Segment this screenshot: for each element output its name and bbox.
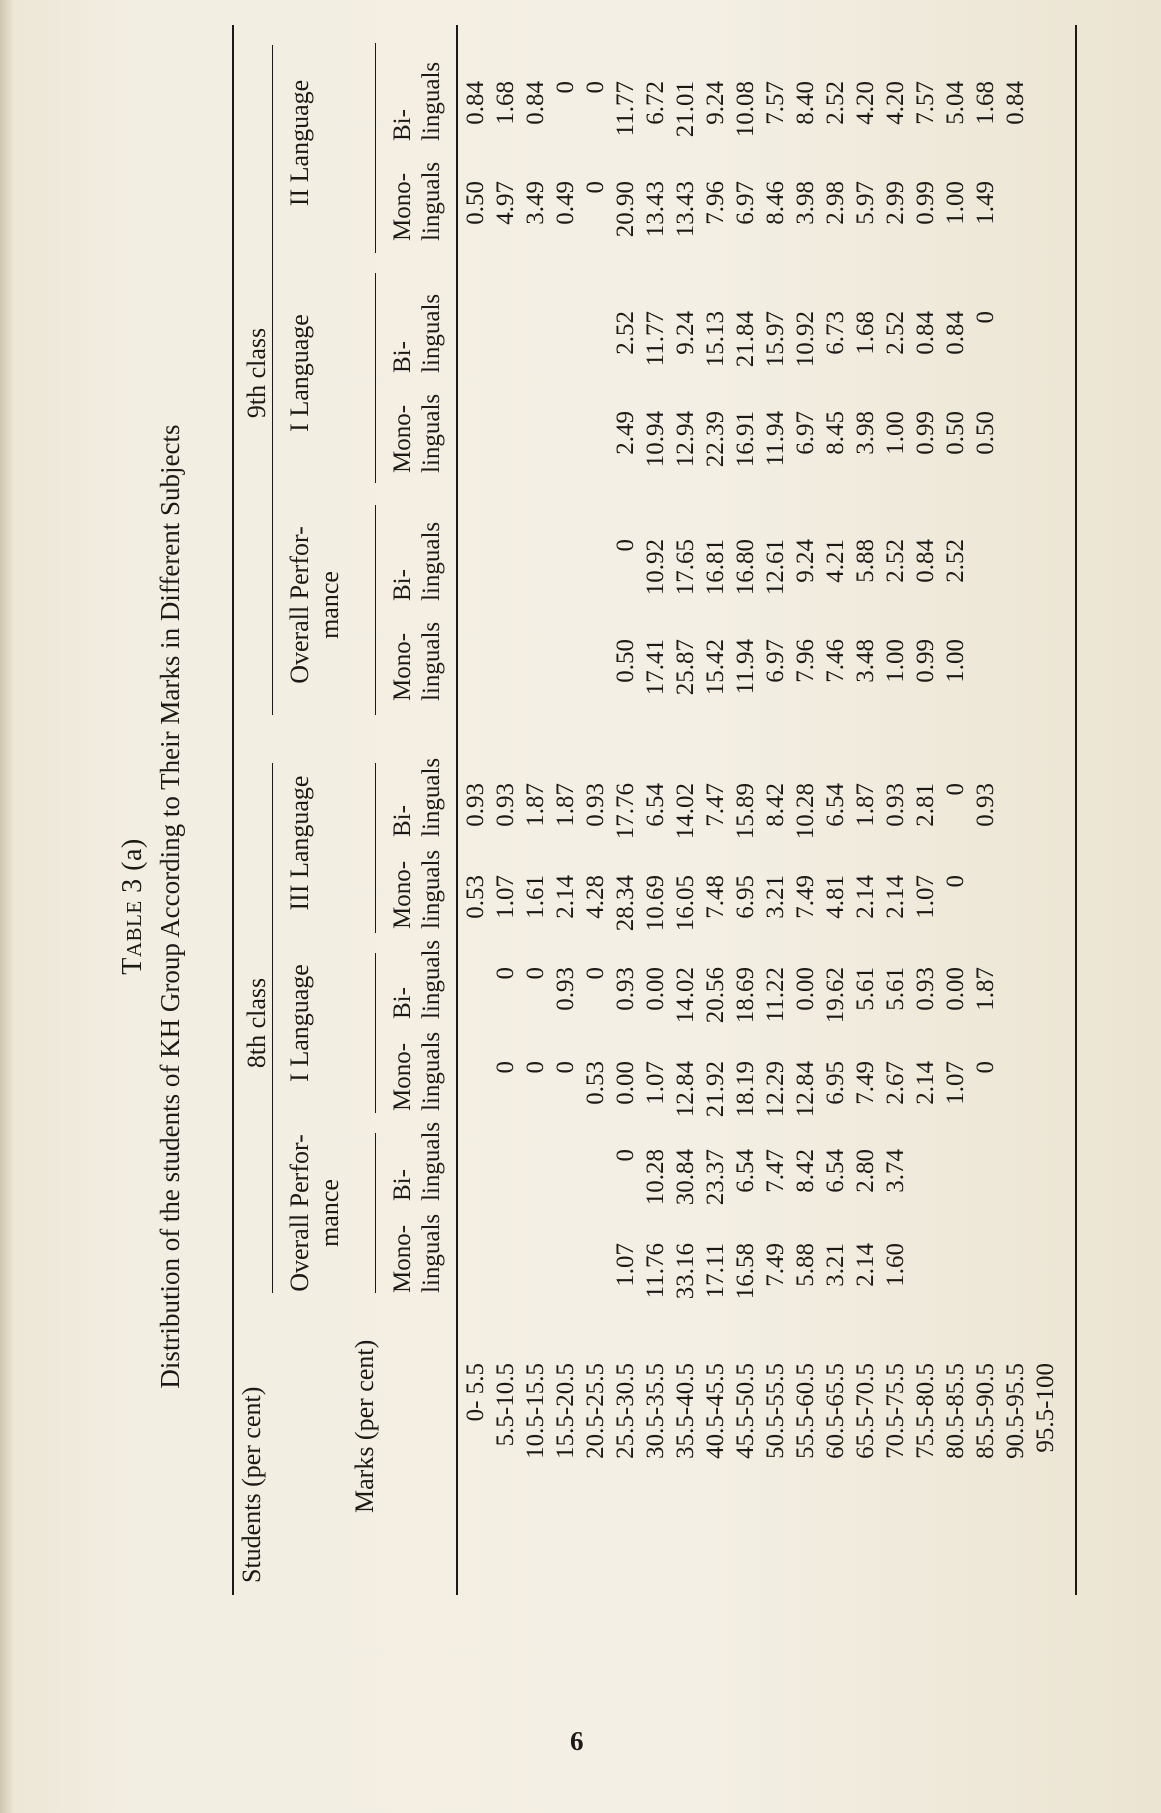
lang1-9-header: I Language — [285, 314, 314, 432]
table-cell: 11.94 — [732, 639, 759, 695]
table-cell: 2.14 — [852, 875, 879, 919]
table-cell: 11.77 — [612, 81, 639, 137]
lang1-8-header: I Language — [285, 964, 314, 1082]
table-cell: 2.80 — [852, 1149, 879, 1193]
bi-line1: Bi- — [389, 987, 416, 1019]
table-cell: 20.56 — [702, 967, 729, 1024]
bi-line2: linguals — [418, 61, 445, 141]
table-cell: 16.05 — [672, 875, 699, 932]
table-cell: 2.98 — [822, 181, 849, 225]
mono-line2: linguals — [418, 393, 445, 473]
marks-range: 60.5-65.5 — [822, 1363, 849, 1459]
subheader-mono-overall9 — [388, 622, 446, 701]
table-cell: 4.28 — [582, 875, 609, 919]
table-cell: 6.73 — [822, 311, 849, 355]
marks-range: 15.5-20.5 — [552, 1363, 579, 1459]
class9-header: 9th class — [242, 327, 271, 419]
table-cell: 6.97 — [762, 639, 789, 683]
table-cell: 5.88 — [792, 1243, 819, 1287]
table-cell: 0 — [552, 1061, 579, 1074]
marks-range: 55.5-60.5 — [792, 1363, 819, 1459]
bi-line2: linguals — [418, 521, 445, 601]
overall9-header — [285, 495, 345, 715]
table-cell: 14.02 — [672, 783, 699, 840]
table-cell: 2.49 — [612, 411, 639, 455]
bi-line2: linguals — [418, 939, 445, 1019]
mono-line2: linguals — [418, 621, 445, 701]
table-cell: 16.81 — [702, 539, 729, 596]
mono-line2: linguals — [418, 1213, 445, 1293]
table-cell: 28.34 — [612, 875, 639, 932]
bottom-rule — [1075, 25, 1077, 1595]
table-cell: 11.22 — [762, 967, 789, 1023]
marks-range: 90.5-95.5 — [1002, 1363, 1029, 1459]
table-cell: 5.61 — [882, 967, 909, 1011]
table-cell: 15.42 — [702, 639, 729, 696]
table-cell: 6.54 — [642, 783, 669, 827]
table-cell: 10.92 — [792, 311, 819, 368]
table-cell: 2.99 — [882, 181, 909, 225]
data-column — [462, 411, 1062, 473]
table-cell: 0 — [492, 1061, 519, 1074]
table-cell: 0.50 — [972, 411, 999, 455]
table-cell: 0.53 — [462, 875, 489, 919]
subheader-mono-overall8 — [388, 1214, 446, 1293]
table-cell: 0 — [582, 181, 609, 194]
table-cell: 0 — [522, 967, 549, 980]
table-cell: 1.68 — [852, 311, 879, 355]
table-cell: 1.87 — [972, 967, 999, 1011]
table-cell: 2.52 — [882, 539, 909, 583]
data-column — [462, 1243, 1062, 1305]
table-cell: 4.20 — [882, 81, 909, 125]
marks-header: Marks (per cent) — [350, 1339, 379, 1513]
table-cell: 0.84 — [912, 539, 939, 583]
table-cell: 21.01 — [672, 81, 699, 138]
table-cell: 15.89 — [732, 783, 759, 840]
table-cell: 20.90 — [612, 181, 639, 238]
students-header: Students (per cent) — [237, 1386, 266, 1583]
table-cell: 10.28 — [642, 1149, 669, 1206]
overall9-span-rule — [375, 505, 376, 715]
marks-range: 30.5-35.5 — [642, 1363, 669, 1459]
top-rule — [232, 25, 234, 1595]
mono-line1: Mono- — [389, 172, 416, 241]
table-cell: 17.11 — [702, 1243, 729, 1299]
table-cell: 10.08 — [732, 81, 759, 138]
table-cell: 0.99 — [912, 639, 939, 683]
data-column — [462, 783, 1062, 845]
mono-line1: Mono- — [389, 860, 416, 929]
table-cell: 0 — [582, 967, 609, 980]
table-cell: 12.84 — [792, 1061, 819, 1118]
table-cell: 8.46 — [762, 181, 789, 225]
bi-line1: Bi- — [389, 109, 416, 141]
table-cell: 15.13 — [702, 311, 729, 368]
table-cell: 6.95 — [732, 875, 759, 919]
table-cell: 0.00 — [792, 967, 819, 1011]
table-cell: 16.91 — [732, 411, 759, 468]
mono-line2: linguals — [418, 849, 445, 929]
data-column — [462, 311, 1062, 373]
table-cell: 2.52 — [822, 81, 849, 125]
table-cell: 12.94 — [672, 411, 699, 468]
table-cell: 0.93 — [912, 967, 939, 1011]
table-cell: 1.68 — [972, 81, 999, 125]
table-cell: 0.00 — [942, 967, 969, 1011]
table-caption — [115, 80, 188, 1733]
table-cell: 6.54 — [732, 1149, 759, 1193]
lang1-9-span-rule — [375, 273, 376, 483]
table-cell: 2.52 — [882, 311, 909, 355]
table-cell: 14.02 — [672, 967, 699, 1024]
table-cell: 0.93 — [612, 967, 639, 1011]
overall9-header-line1: Overall Perfor- — [285, 526, 314, 684]
subheader-bi-overall9 — [388, 522, 446, 601]
subheader-mono-lang2-9 — [388, 162, 446, 241]
table-cell: 0 — [582, 81, 609, 94]
table-cell: 0.50 — [942, 411, 969, 455]
table-cell: 0 — [492, 967, 519, 980]
table-cell: 8.45 — [822, 411, 849, 455]
mono-line2: linguals — [418, 1031, 445, 1111]
marks-range: 75.5-80.5 — [912, 1363, 939, 1459]
data-column — [462, 181, 1062, 243]
table-cell: 2.14 — [912, 1061, 939, 1105]
table-cell: 1.07 — [612, 1243, 639, 1287]
class8-span-rule — [272, 763, 273, 1293]
table-cell: 2.52 — [612, 311, 639, 355]
table-cell: 7.46 — [822, 639, 849, 683]
table-title: Distribution of the students of KH Group According to Their Marks in Different Subjects — [155, 424, 185, 1389]
table-cell: 6.97 — [732, 181, 759, 225]
table-cell: 17.76 — [612, 783, 639, 840]
lang2-9-span-rule — [375, 43, 376, 253]
table-cell: 2.14 — [882, 875, 909, 919]
marks-range: 95.5-100 — [1032, 1363, 1059, 1453]
table-cell: 2.14 — [852, 1243, 879, 1287]
marks-range: 10.5-15.5 — [522, 1363, 549, 1459]
subheader-bi-lang1-8 — [388, 940, 446, 1019]
table-cell: 0 — [612, 539, 639, 552]
marks-range: 35.5-40.5 — [672, 1363, 699, 1459]
table-cell: 3.49 — [522, 181, 549, 225]
table-cell: 7.49 — [762, 1243, 789, 1287]
bi-line2: linguals — [418, 293, 445, 373]
table-cell: 7.48 — [702, 875, 729, 919]
marks-range: 5.5-10.5 — [492, 1363, 519, 1447]
bi-line1: Bi- — [389, 1169, 416, 1201]
table-cell: 13.43 — [672, 181, 699, 238]
table-cell: 7.96 — [702, 181, 729, 225]
table-cell: 1.00 — [942, 639, 969, 683]
bi-line2: linguals — [418, 1121, 445, 1201]
table-cell: 1.87 — [852, 783, 879, 827]
table-cell: 0.50 — [612, 639, 639, 683]
table-number — [115, 80, 152, 1733]
table-number-small-caps: ABLE — [122, 900, 146, 958]
table-cell: 21.84 — [732, 311, 759, 368]
subheader-bi-lang1-9 — [388, 294, 446, 373]
table-cell: 6.72 — [642, 81, 669, 125]
table-cell: 12.84 — [672, 1061, 699, 1118]
table-cell: 18.69 — [732, 967, 759, 1024]
table-cell: 4.21 — [822, 539, 849, 583]
table-cell: 0.93 — [462, 783, 489, 827]
marks-range: 70.5-75.5 — [882, 1363, 909, 1459]
table-cell: 0.49 — [552, 181, 579, 225]
table-cell: 4.81 — [822, 875, 849, 919]
table-cell: 0.93 — [492, 783, 519, 827]
subheader-mono-lang3-8 — [388, 850, 446, 929]
marks-range: 45.5-50.5 — [732, 1363, 759, 1459]
table-cell: 0.99 — [912, 411, 939, 455]
table-cell: 7.47 — [762, 1149, 789, 1193]
table-cell: 2.67 — [882, 1061, 909, 1105]
table-cell: 0.00 — [642, 967, 669, 1011]
mono-line1: Mono- — [389, 404, 416, 473]
table-cell: 19.62 — [822, 967, 849, 1024]
table-cell: 15.97 — [762, 311, 789, 368]
table-cell: 18.19 — [732, 1061, 759, 1118]
table-cell: 8.40 — [792, 81, 819, 125]
table-cell: 0 — [612, 1149, 639, 1162]
table-cell: 2.52 — [942, 539, 969, 583]
table-cell: 0.84 — [522, 81, 549, 125]
table-cell: 0.53 — [582, 1061, 609, 1105]
mono-line1: Mono- — [389, 1042, 416, 1111]
table-cell: 0.00 — [612, 1061, 639, 1105]
bi-line1: Bi- — [389, 341, 416, 373]
table-cell: 5.88 — [852, 539, 879, 583]
table-cell: 10.94 — [642, 411, 669, 468]
table-cell: 16.80 — [732, 539, 759, 596]
bi-line2: linguals — [418, 757, 445, 837]
table-cell: 1.49 — [972, 181, 999, 225]
page-number: 6 — [570, 1726, 584, 1756]
table-cell: 3.98 — [792, 181, 819, 225]
lang3-8-span-rule — [375, 763, 376, 933]
table-cell: 25.87 — [672, 639, 699, 696]
overall8-header — [285, 1113, 345, 1313]
table-cell: 0.84 — [942, 311, 969, 355]
table-cell: 10.92 — [642, 539, 669, 596]
table-cell: 1.68 — [492, 81, 519, 125]
table-cell: 0 — [972, 311, 999, 324]
overall8-header-line1: Overall Perfor- — [285, 1134, 314, 1292]
table-cell: 6.54 — [822, 1149, 849, 1193]
subheader-bi-overall8 — [388, 1122, 446, 1201]
marks-range: 65.5-70.5 — [852, 1363, 879, 1459]
data-column — [462, 1149, 1062, 1211]
data-column — [462, 875, 1062, 937]
table-cell: 1.00 — [882, 639, 909, 683]
table-cell: 5.04 — [942, 81, 969, 125]
table-cell: 3.21 — [822, 1243, 849, 1287]
table-cell: 6.54 — [822, 783, 849, 827]
table-cell: 1.61 — [522, 875, 549, 919]
table-cell: 10.28 — [792, 783, 819, 840]
table-cell: 2.81 — [912, 783, 939, 827]
marks-range: 50.5-55.5 — [762, 1363, 789, 1459]
table-cell: 17.65 — [672, 539, 699, 596]
table-cell: 5.97 — [852, 181, 879, 225]
table-cell: 3.98 — [852, 411, 879, 455]
subheader-mono-lang1-9 — [388, 394, 446, 473]
table-cell: 0 — [972, 1061, 999, 1074]
table-cell: 11.77 — [642, 311, 669, 367]
class9-span-rule — [272, 45, 273, 715]
table-cell: 30.84 — [672, 1149, 699, 1206]
table-cell: 9.24 — [702, 81, 729, 125]
table-cell: 7.49 — [792, 875, 819, 919]
subheader-bi-lang3-8 — [388, 758, 446, 837]
data-column — [462, 81, 1062, 143]
table-cell: 8.42 — [792, 1149, 819, 1193]
table-cell: 1.07 — [642, 1061, 669, 1105]
table-cell: 5.61 — [852, 967, 879, 1011]
table-cell: 1.07 — [912, 875, 939, 919]
table-cell: 4.97 — [492, 181, 519, 225]
class8-header: 8th class — [242, 977, 271, 1069]
table-cell: 0.93 — [972, 783, 999, 827]
header-bottom-rule — [456, 25, 458, 1595]
table-cell: 1.87 — [552, 783, 579, 827]
table-cell: 17.41 — [642, 639, 669, 696]
marks-range: 20.5-25.5 — [582, 1363, 609, 1459]
overall9-header-line2: mance — [315, 571, 344, 639]
lang3-8-header: III Language — [285, 775, 314, 911]
subheader-mono-lang1-8 — [388, 1032, 446, 1111]
table-cell: 7.47 — [702, 783, 729, 827]
table-cell: 1.87 — [522, 783, 549, 827]
table-cell: 9.24 — [672, 311, 699, 355]
table-cell: 3.21 — [762, 875, 789, 919]
table-cell: 0.93 — [582, 783, 609, 827]
mono-line1: Mono- — [389, 632, 416, 701]
table-cell: 0.84 — [1002, 81, 1029, 125]
table-cell: 1.07 — [942, 1061, 969, 1105]
table-cell: 0 — [942, 783, 969, 796]
overall8-header-line2: mance — [315, 1179, 344, 1247]
table-cell: 9.24 — [792, 539, 819, 583]
data-column — [462, 967, 1062, 1029]
table-number-initial: T — [117, 957, 148, 975]
lang1-8-span-rule — [375, 953, 376, 1113]
table-cell: 8.42 — [762, 783, 789, 827]
table-cell: 3.48 — [852, 639, 879, 683]
table-cell: 7.49 — [852, 1061, 879, 1105]
marks-range: 0- 5.5 — [462, 1363, 489, 1422]
table-cell: 0 — [552, 81, 579, 94]
lang2-9-header: II Language — [285, 79, 314, 207]
data-column — [462, 639, 1062, 701]
table-cell: 0.93 — [882, 783, 909, 827]
overall8-span-rule — [375, 1133, 376, 1293]
table-cell: 13.43 — [642, 181, 669, 238]
table-number-suffix: 3 (a) — [117, 838, 148, 901]
table-cell: 2.14 — [552, 875, 579, 919]
table-cell: 0.93 — [552, 967, 579, 1011]
data-column — [462, 539, 1062, 601]
table-cell: 10.69 — [642, 875, 669, 932]
table-cell: 1.60 — [882, 1243, 909, 1287]
table-cell: 7.96 — [792, 639, 819, 683]
table-cell: 11.94 — [762, 411, 789, 467]
table-cell: 1.00 — [942, 181, 969, 225]
data-columns — [462, 0, 1062, 1813]
table-cell: 6.97 — [792, 411, 819, 455]
table-cell: 1.07 — [492, 875, 519, 919]
marks-range: 80.5-85.5 — [942, 1363, 969, 1459]
table-cell: 12.29 — [762, 1061, 789, 1118]
marks-range: 25.5-30.5 — [612, 1363, 639, 1459]
marks-range: 85.5-90.5 — [972, 1363, 999, 1459]
mono-line2: linguals — [418, 161, 445, 241]
table-cell: 7.57 — [912, 81, 939, 125]
marks-range: 40.5-45.5 — [702, 1363, 729, 1459]
table-cell: 22.39 — [702, 411, 729, 468]
mono-line1: Mono- — [389, 1224, 416, 1293]
table-cell: 6.95 — [822, 1061, 849, 1105]
table-cell: 0.84 — [462, 81, 489, 125]
table-cell: 7.57 — [762, 81, 789, 125]
table-cell: 4.20 — [852, 81, 879, 125]
table-cell: 3.74 — [882, 1149, 909, 1193]
table-cell: 11.76 — [642, 1243, 669, 1299]
table-cell: 0 — [942, 875, 969, 888]
bi-line1: Bi- — [389, 569, 416, 601]
table-cell: 0.50 — [462, 181, 489, 225]
data-column — [462, 1061, 1062, 1123]
table-cell: 23.37 — [702, 1149, 729, 1206]
table-cell: 0.84 — [912, 311, 939, 355]
table-cell: 16.58 — [732, 1243, 759, 1300]
table-cell: 1.00 — [882, 411, 909, 455]
table-cell: 33.16 — [672, 1243, 699, 1300]
table-cell: 0.99 — [912, 181, 939, 225]
subheader-bi-lang2-9 — [388, 62, 446, 141]
table-cell: 12.61 — [762, 539, 789, 596]
table-cell: 0 — [522, 1061, 549, 1074]
table-cell: 21.92 — [702, 1061, 729, 1118]
bi-line1: Bi- — [389, 805, 416, 837]
